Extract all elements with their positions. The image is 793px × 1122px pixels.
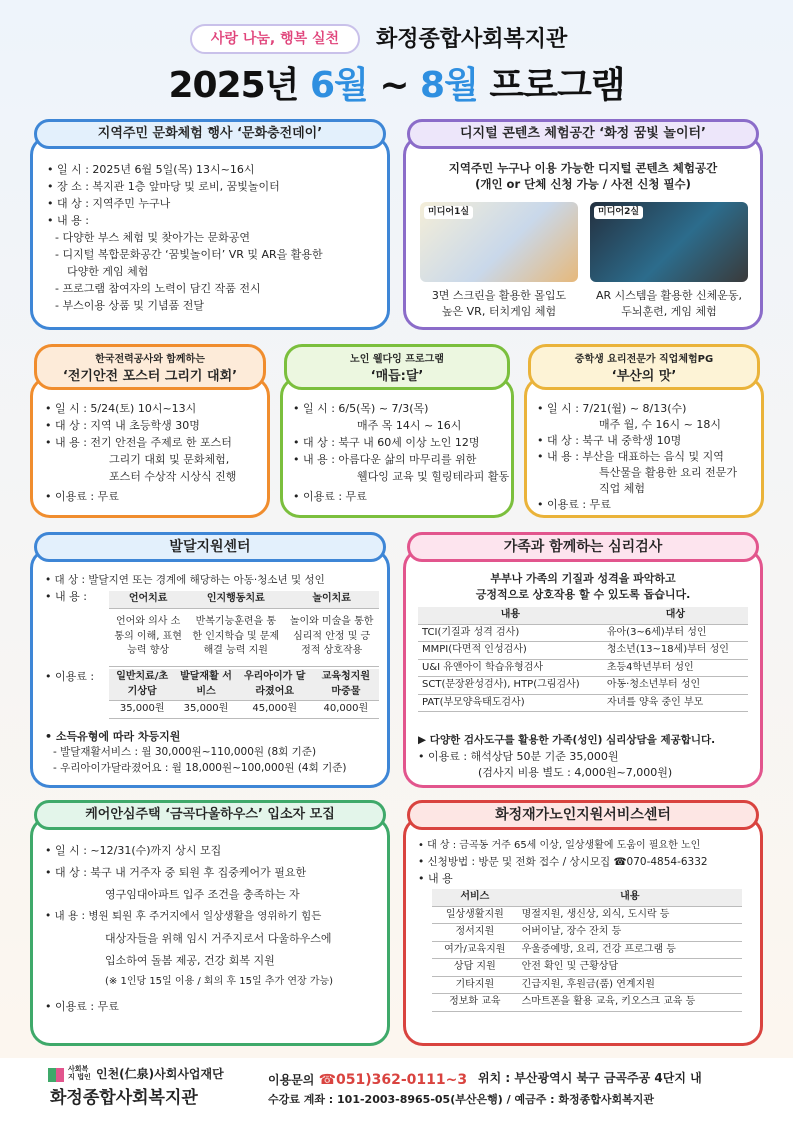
logo-icon (48, 1068, 64, 1082)
hc-target: • 대 상 : 금곡동 거주 65세 이상, 일상생활에 도움이 필요한 노인 (418, 840, 701, 851)
inquiry-label: 이용문의 (268, 1073, 315, 1087)
psych-desc: 부부나 가족의 기질과 성격을 파악하고 (490, 572, 676, 585)
cooking-box (524, 376, 764, 518)
care-date: • 일 시 : ~12/31(수)까지 상시 모집 (45, 844, 222, 857)
td: TCI(기질과 성격 검사) (418, 624, 603, 642)
poster-target: • 대 상 : 지역 내 초등학생 30명 (45, 419, 200, 432)
psych-fee-note: (검사지 비용 별도 : 4,000원~7,000원) (478, 766, 673, 779)
dev-content-label: • 내 용 : (45, 590, 87, 603)
care-content: 대상자들을 위해 임시 거주지로서 다울하우스에 (105, 932, 332, 945)
media-room-1-photo (420, 202, 578, 282)
location: 위치 : 부산광역시 북구 금곡주공 4단지 내 (478, 1071, 702, 1085)
account-info: 수강료 계좌 : 101-2003-8965-05(부산은행) / 예금주 : 화정종합사회복지관 (268, 1093, 655, 1106)
th: 일반치료/초기상담 (109, 669, 175, 701)
inquiry (268, 1070, 467, 1090)
therapy-table (109, 591, 379, 667)
care-note: (※ 1인당 15일 이용 / 회의 후 15일 추가 연장 가능) (105, 976, 334, 987)
dev-fee-label: • 이용료 : (45, 670, 95, 683)
cook-time: 매주 월, 수 16시 ~ 18시 (599, 418, 721, 431)
td: U&I 유앤아이 학습유형검사 (418, 659, 603, 677)
hc-content-label: • 내 용 (418, 872, 453, 885)
room2-caption: AR 시스템을 활용한 신체운동, (595, 289, 743, 302)
digital-desc: 지역주민 누구나 이용 가능한 디지털 콘텐츠 체험공간 (448, 161, 718, 175)
room2-caption: 두뇌훈련, 게임 체험 (621, 305, 717, 318)
td: 유아(3~6세)부터 성인 (603, 624, 748, 642)
psych-fee: • 이용료 : 해석상담 50분 기준 35,000원 (418, 750, 619, 763)
tagline-badge: 사랑 나눔, 행복 실천 (190, 24, 360, 54)
culture-content-label: • 내 용 : (47, 214, 89, 227)
wd-content: • 내 용 : 아름다운 삶의 마무리를 위한 (293, 453, 477, 466)
digital-playground-box (403, 135, 763, 330)
td: SCT(문장완성검사), HTP(그림검사) (418, 677, 603, 695)
psych-table (418, 607, 748, 712)
th: 대상 (603, 607, 748, 624)
poster-content: • 내 용 : 전기 안전을 주제로 한 포스터 (45, 436, 232, 449)
cook-date: • 일 시 : 7/21(월) ~ 8/13(수) (537, 402, 687, 415)
care-target: 영구임대아파트 입주 조건을 충족하는 자 (105, 888, 300, 901)
care-target: • 대 상 : 북구 내 거주자 중 퇴원 후 집중케어가 필요한 (45, 866, 307, 879)
well-dying-box (280, 376, 514, 518)
cooking-subtitle: 중학생 요리전문가 직업체험PG (574, 354, 714, 365)
cook-content: • 내 용 : 부산을 대표하는 음식 및 지역 (537, 450, 724, 463)
psych-note: ▶ 다양한 검사도구를 활용한 가족(성인) 심리상담을 제공합니다. (418, 734, 716, 746)
page-title: 2025년 6월 ~ 8월 프로그램 (168, 65, 625, 106)
td: 상담 지원 (432, 959, 518, 977)
culture-item: - 프로그램 참여자의 노력이 담긴 작품 전시 (55, 282, 261, 295)
well-dying-subtitle: 노인 웰다잉 프로그램 (350, 354, 444, 365)
td: PAT(부모양육태도검사) (418, 694, 603, 712)
wd-time: 매주 목 14시 ~ 16시 (357, 419, 462, 432)
fee-table (109, 669, 379, 719)
culture-item: - 디지털 복합문화공간 ‘꿈빛놀이터’ VR 및 AR을 활용한 (55, 248, 323, 261)
room1-caption: 높은 VR, 터치게임 체험 (441, 305, 557, 318)
th: 언어치료 (109, 591, 187, 608)
td: 명절지원, 생신상, 외식, 도시락 등 (518, 906, 742, 924)
culture-place: • 장 소 : 복지관 1층 앞마당 및 로비, 꿈빛놀이터 (47, 180, 280, 193)
th: 내용 (518, 889, 742, 906)
psych-test-box (403, 548, 763, 788)
th: 서비스 (432, 889, 518, 906)
hc-apply: • 신청방법 : 방문 및 전화 접수 / 상시모집 ☎070-4854-6332 (418, 856, 708, 868)
td: 긴급지원, 후원금(품) 연계지원 (518, 976, 742, 994)
cook-content: 직업 체험 (599, 482, 646, 495)
td: MMPI(다면적 인성검사) (418, 642, 603, 660)
td: 놀이와 미술을 통한 심리적 안정 및 긍정적 상호작용 (284, 608, 379, 666)
phone-number: ☎051)362-0111~3 (318, 1072, 468, 1088)
home-care-tab: 화정재가노인지원서비스센터 (407, 800, 759, 830)
td: 반복기능훈련을 통한 인지학습 및 문제해결 능력 지원 (187, 608, 284, 666)
dev-target: • 대 상 : 발달지연 또는 경계에 해당하는 아동·청소년 및 성인 (45, 574, 325, 586)
footer-org-name: 화정종합사회복지관 (50, 1088, 198, 1108)
th: 인지행동치료 (187, 591, 284, 608)
th: 우리아이가 달라졌어요 (237, 669, 313, 701)
td: 초등4학년부터 성인 (603, 659, 748, 677)
room1-caption: 3면 스크린을 활용한 몰입도 (431, 289, 567, 302)
corp-label: 사회복지 법인 (68, 1065, 91, 1081)
well-dying-tab (284, 344, 510, 390)
psych-test-tab: 가족과 함께하는 심리검사 (407, 532, 759, 562)
poster-content: 포스터 수상작 시상식 진행 (109, 470, 237, 483)
td: 자녀를 양육 중인 부모 (603, 694, 748, 712)
wd-content: 웰다잉 교육 및 힐링테라피 활동 (357, 470, 510, 483)
poster-date: • 일 시 : 5/24(토) 10시~13시 (45, 402, 197, 415)
dev-support: - 우리아이가달라졌어요 : 월 18,000원~100,000원 (4회 기준) (53, 762, 347, 774)
cooking-tab (528, 344, 760, 390)
foundation-name: 인천(仁泉)사회사업재단 (96, 1067, 224, 1081)
poster-content: 그리기 대회 및 문화체험, (109, 453, 230, 466)
td: 청소년(13~18세)부터 성인 (603, 642, 748, 660)
care-house-tab: 케어안심주택 ‘금곡다울하우스’ 입소자 모집 (34, 800, 386, 830)
media-room-1-label: 미디어1실 (424, 206, 473, 219)
care-house-box (30, 816, 390, 1046)
culture-day-box (30, 135, 390, 330)
wd-date: • 일 시 : 6/5(목) ~ 7/3(목) (293, 402, 429, 415)
media-room-2-label: 미디어2실 (594, 206, 643, 219)
poster-fee: • 이용료 : 무료 (45, 490, 119, 503)
poster-subtitle: 한국전력공사와 함께하는 (95, 354, 205, 365)
culture-day-tab: 지역주민 문화체험 행사 ‘문화충전데이’ (34, 119, 386, 149)
td: 아동·청소년부터 성인 (603, 677, 748, 695)
td: 언어와 의사 소통의 이해, 표현능력 향상 (109, 608, 187, 666)
th: 놀이치료 (284, 591, 379, 608)
td: 스마트폰을 활용 교육, 키오스크 교육 등 (518, 994, 742, 1012)
dev-support: - 발달재활서비스 : 월 30,000원~110,000원 (8회 기준) (53, 746, 317, 758)
care-fee: • 이용료 : 무료 (45, 1000, 119, 1013)
wd-fee: • 이용료 : 무료 (293, 490, 367, 503)
td: 35,000원 (175, 701, 236, 719)
care-content: • 내 용 : 병원 퇴원 후 주거지에서 일상생활을 영위하기 힘든 (45, 910, 322, 922)
org-title: 화정종합사회복지관 (376, 27, 568, 52)
culture-date: • 일 시 : 2025년 6월 5일(목) 13시~16시 (47, 163, 255, 176)
wd-target: • 대 상 : 북구 내 60세 이상 노인 12명 (293, 436, 480, 449)
culture-item: - 부스이용 상품 및 기념품 전달 (55, 299, 204, 312)
td: 어버이날, 장수 잔치 등 (518, 924, 742, 942)
digital-playground-tab: 디지털 콘텐츠 체험공간 ‘화정 꿈빛 놀이터’ (407, 119, 759, 149)
well-dying-title: ‘매듭:달’ (370, 369, 424, 384)
poster-title: ‘전기안전 포스터 그리기 대회’ (62, 369, 238, 384)
th: 내용 (418, 607, 603, 624)
td: 일상생활지원 (432, 906, 518, 924)
home-care-table (432, 889, 742, 1012)
cook-target: • 대 상 : 북구 내 중학생 10명 (537, 434, 682, 447)
culture-item: - 다양한 부스 체험 및 찾아가는 문화공연 (55, 231, 250, 244)
psych-desc: 긍정적으로 상호작용 할 수 있도록 돕습니다. (475, 588, 691, 601)
digital-note: (개인 or 단체 신청 가능 / 사전 신청 필수) (475, 177, 691, 191)
td: 45,000원 (237, 701, 313, 719)
dev-support: • 소득유형에 따라 차등지원 (45, 730, 181, 743)
td: 안전 확인 및 근황상담 (518, 959, 742, 977)
cooking-title: ‘부산의 맛’ (611, 369, 677, 384)
th: 교육청지원 마중물 (313, 669, 379, 701)
dev-center-box (30, 548, 390, 788)
cook-fee: • 이용료 : 무료 (537, 498, 611, 511)
td: 기타지원 (432, 976, 518, 994)
th: 발달재활 서비스 (175, 669, 236, 701)
culture-target: • 대 상 : 지역주민 누구나 (47, 197, 171, 210)
care-content: 입소하여 돌봄 제공, 건강 회복 지원 (105, 954, 275, 967)
home-care-box (403, 816, 763, 1046)
td: 우울증예방, 요리, 건강 프로그램 등 (518, 941, 742, 959)
td: 35,000원 (109, 701, 175, 719)
td: 여가/교육지원 (432, 941, 518, 959)
cook-content: 특산물을 활용한 요리 전문가 (599, 466, 738, 479)
td: 정보화 교육 (432, 994, 518, 1012)
poster-contest-box (30, 376, 270, 518)
td: 정서지원 (432, 924, 518, 942)
media-room-2-photo (590, 202, 748, 282)
poster-contest-tab (34, 344, 266, 390)
culture-item: 다양한 게임 체험 (67, 265, 149, 278)
dev-center-tab: 발달지원센터 (34, 532, 386, 562)
td: 40,000원 (313, 701, 379, 719)
